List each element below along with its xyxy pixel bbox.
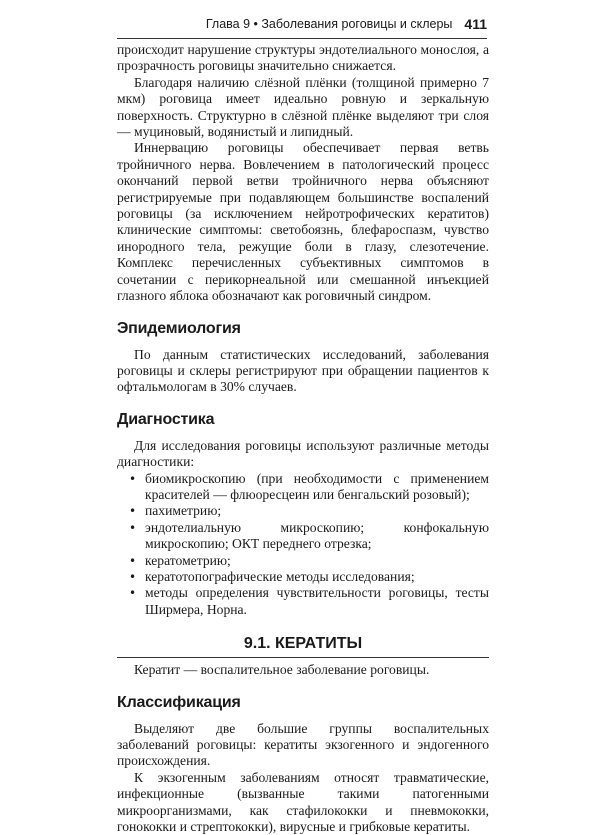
keratitis-definition: Кератит — воспалительное заболевание роговицы. — [134, 662, 430, 678]
list-item: • кератометрию; — [145, 553, 489, 569]
page-number: 411 — [464, 16, 487, 32]
diagnostics-lead: Для исследования роговицы используют различные методы диагностики: — [117, 437, 489, 470]
classification-heading: Классификация — [117, 693, 241, 711]
list-item: • эндотелиальную микроскопию; конфокальную микроскопию; ОКТ переднего отрезка; — [145, 520, 489, 553]
list-item: • биомикроскопию (при необходимости с применением красителей — флюоресцеин или бенгальский розовый); — [145, 471, 489, 504]
list-item: • методы определения чувствительности роговицы, тесты Ширмера, Норна. — [145, 585, 489, 618]
classification-paragraph-1: Выделяют две большие группы воспалительных заболеваний роговицы: кератиты экзогенного и эндогенного происхождения. — [117, 720, 489, 769]
diagnostics-heading: Диагностика — [117, 410, 215, 428]
classification-paragraph-2: К экзогенным заболеваниям относят травматические, инфекционные (вызванные такими патогенными микроорганизмами, как стафилококки и пневмококки, гонококки и стрептококки), вирусные и грибковые кератиты. — [117, 769, 489, 835]
running-header — [117, 10, 487, 39]
list-item: • пахиметрию; — [145, 503, 489, 519]
page-body — [117, 42, 489, 835]
diagnostics-list — [117, 471, 489, 619]
intro-paragraph-3: Иннервацию роговицы обеспечивает первая ветвь тройничного нерва. Вовлечением в патологический процесс окончаний первой ветви тройничного нерва объясняют регистрируемые при подавляющем большинстве воспалений роговицы (за исключением нейротрофических кератитов) клинические симптомы: светобоязнь, блефароспазм, чувство инородного тела, режущие боли в глазу, слезотечение. Комплекс перечисленных субъективных симптомов в сочетании с перикорнеальной или смешанной инъекцией глазного яблока обозначают как роговичный синдром. — [117, 140, 489, 304]
epidemiology-heading: Эпидемиология — [117, 319, 241, 337]
epidemiology-paragraph: По данным статистических исследований, заболевания роговицы и склеры регистрируют при обращении пациентов к офтальмологам в 30% случаев. — [117, 346, 489, 395]
intro-paragraph-1: происходит нарушение структуры эндотелиального монослоя, а прозрачность роговицы значительно снижается. — [117, 42, 489, 74]
list-item: • кератотопографические методы исследования; — [145, 569, 489, 585]
section-heading: 9.1. КЕРАТИТЫ — [117, 634, 489, 658]
running-title: Глава 9 • Заболевания роговицы и склеры — [205, 17, 453, 31]
intro-paragraph-2: Благодаря наличию слёзной плёнки (толщиной примерно 7 мкм) роговица имеет идеально ровную и зеркальную поверхность. Структурно в слёзной плёнке выделяют три слоя — муциновый, водянистый и липидный. — [117, 74, 489, 140]
